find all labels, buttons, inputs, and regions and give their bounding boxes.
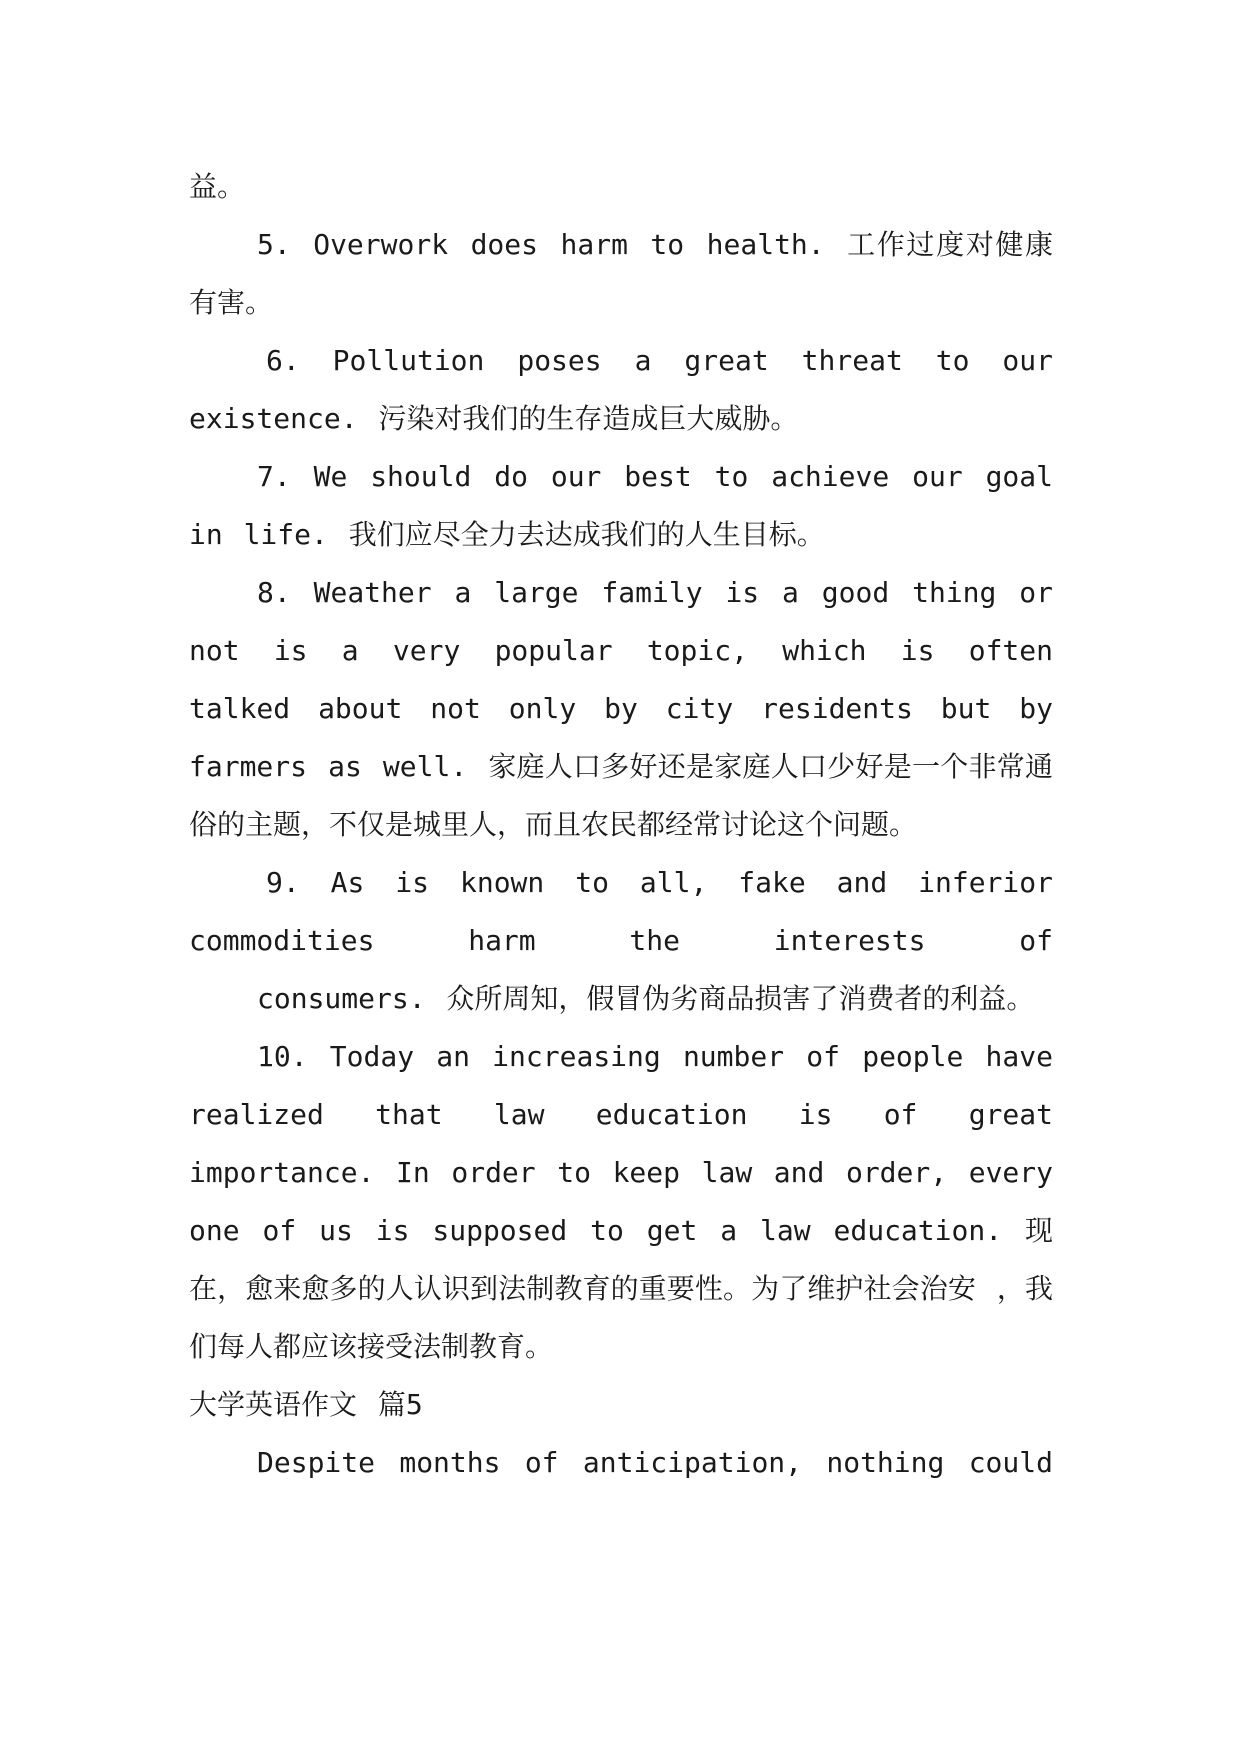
paragraph-item-5: 5. Overwork does harm to health. 工作过度对健康有害。 [189, 228, 1053, 319]
paragraph-continuation: 益。 [189, 170, 246, 203]
paragraph-item-7: 7. We should do our best to achieve our goal in life. 我们应尽全力去达成我们的人生目标。 [189, 460, 1053, 551]
paragraph-essay-start: Despite months of anticipation, nothing could [257, 1446, 1053, 1479]
paragraph-item-9: 9. As is known to all, fake and inferior commodities harm the interests of [189, 866, 1053, 957]
document-body [189, 158, 1053, 1492]
section-heading: 大学英语作文 篇5 [189, 1388, 423, 1421]
paragraph-item-10: 10. Today an increasing number of people have realized that law education is of great importance. In order to keep law and order, every one of us is supposed to get a law education. 现在，愈来愈多的人认识到法制教育的重要性。为了维护社会治安 ，我们每人都应该接受法制教育。 [189, 1040, 1053, 1363]
paragraph-item-8: 8. Weather a large family is a good thing or not is a very popular topic, which is often talked about not only by city residents but by farmers as well. 家庭人口多好还是家庭人口少好是一个非常通俗的主题，不仅是城里人，而且农民都经常讨论这个问题。 [189, 576, 1053, 841]
paragraph-item-6: 6. Pollution poses a great threat to our existence. 污染对我们的生存造成巨大威胁。 [189, 344, 1053, 435]
paragraph-item-9-continuation: consumers. 众所周知，假冒伪劣商品损害了消费者的利益。 [257, 982, 1035, 1015]
